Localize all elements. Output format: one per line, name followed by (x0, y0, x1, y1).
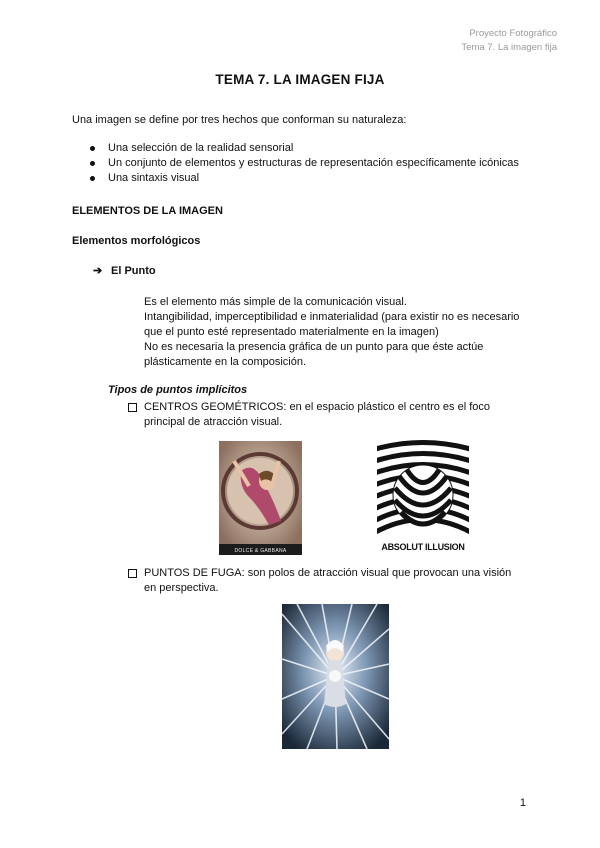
intro-paragraph: Una imagen se define por tres hechos que conforman su naturaleza: (72, 114, 407, 126)
dolce-caption: DOLCE & GABBANA (234, 548, 287, 554)
subsection-heading: Elementos morfológicos (72, 235, 201, 247)
bullet-icon (90, 161, 95, 166)
bullet-icon (90, 146, 95, 151)
header-topic: Tema 7. La imagen fija (461, 42, 557, 53)
absolut-illusion-photo (377, 440, 469, 553)
checkbox-icon (128, 403, 137, 412)
desc-line: No es necesaria la presencia gráfica de un punto para que éste actúe (144, 341, 484, 353)
dolce-gabbana-illustration (219, 441, 302, 555)
tipos-heading: Tipos de puntos implícitos (108, 384, 248, 396)
desc-line: plásticamente en la composición. (144, 356, 307, 368)
page-header (461, 27, 557, 55)
desc-line: Intangibilidad, imperceptibilidad e inmaterialidad (para existir no es necesario (144, 311, 520, 323)
arrow-right-icon: ➔ (93, 265, 103, 277)
centros-item: CENTROS GEOMÉTRICOS: en el espacio plástico el centro es el foco principal de atracción visual. (128, 400, 490, 430)
absolut-caption: ABSOLUT ILLUSION (381, 542, 465, 552)
page-number: 1 (519, 797, 526, 809)
list-item: Una selección de la realidad sensorial (90, 141, 519, 156)
list-item: Una sintaxis visual (90, 171, 519, 186)
point-heading: ➔ El Punto (93, 265, 156, 277)
page-title: TEMA 7. LA IMAGEN FIJA (215, 72, 385, 87)
vanishing-point-photo (282, 604, 389, 749)
desc-line: Es el elemento más simple de la comunicación visual. (144, 296, 407, 308)
bullet-list (90, 141, 519, 186)
point-description (144, 295, 534, 370)
vanishing-point-illustration (282, 604, 389, 749)
desc-line: que el punto esté representado materialmente en la imagen) (144, 326, 439, 338)
dolce-gabbana-photo (219, 441, 302, 555)
bullet-icon (90, 176, 95, 181)
absolut-illusion-illustration (377, 440, 469, 553)
header-project: Proyecto Fotográfico (469, 28, 557, 39)
list-item: Un conjunto de elementos y estructuras de representación específicamente icónicas (90, 156, 519, 171)
checkbox-icon (128, 569, 137, 578)
fuga-item: PUNTOS DE FUGA: son polos de atracción visual que provocan una visión en perspectiva. (128, 566, 511, 596)
section-heading: ELEMENTOS DE LA IMAGEN (72, 205, 223, 217)
